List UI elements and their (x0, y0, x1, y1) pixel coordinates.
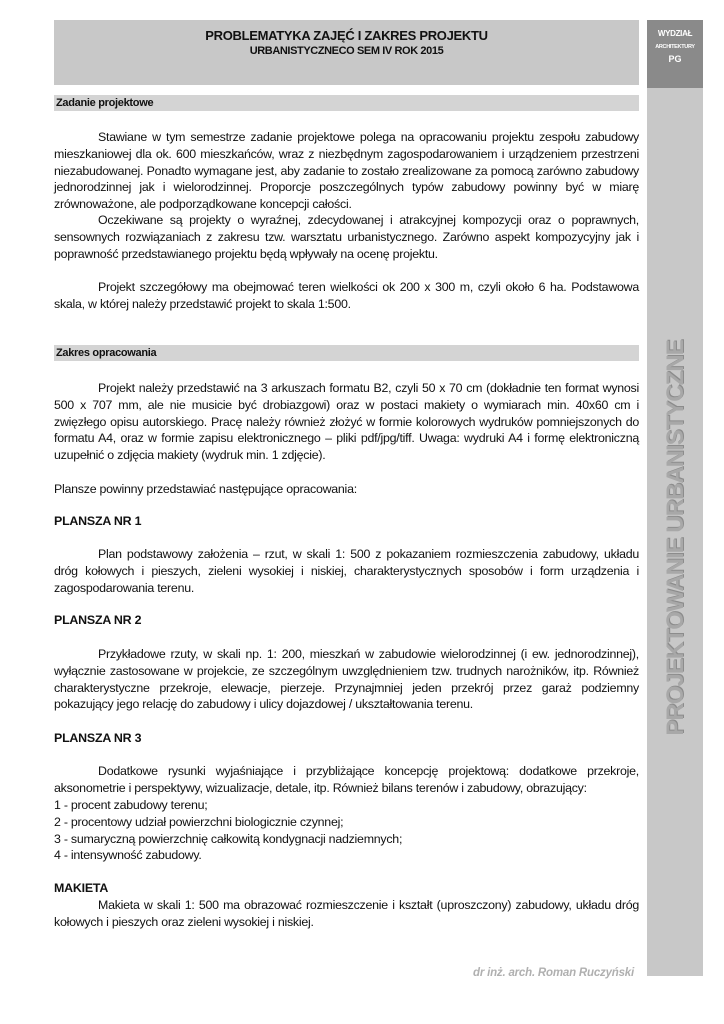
badge-line-2: ARCHITEKTURY (655, 44, 695, 50)
scope-paragraph-1: Projekt należy przedstawić na 3 arkuszach formatu B2, czyli 50 x 70 cm (dokładnie ten format wynosi 500 x 707 mm, ale nie musicie być drobiazgowi) oraz w postaci makiety o wymiarach min. 40x60 cm i zwięzłego opisu autorskiego. Pracę należy również złożyć w formie kolorowych wydruków pomniejszonych do formatu A4, oraz w formie zapisu elektronicznego – pliki pdf/jpg/tiff. Uwaga: wydruki A4 i formę elektroniczną uzupełnić o zdjęcia makiety (wydruk min. 1 zdjęcie). (54, 381, 639, 463)
plansza-2-heading: PLANSZA NR 2 (54, 613, 142, 627)
document-subtitle: URBANISTYCZNECO SEM IV ROK 2015 (249, 45, 444, 57)
list-item: 2 - procentowy udział powierzchni biologicznie czynnej; (54, 814, 344, 829)
balance-list (54, 797, 639, 864)
author-signature: dr inż. arch. Roman Ruczyński (473, 967, 634, 979)
task-paragraph-3: Projekt szczegółowy ma obejmować teren wielkości ok 200 x 300 m, czyli około 6 ha. Podstawowa skala, w której należy przedstawić projekt to skala 1:500. (54, 280, 639, 311)
badge-line-1: WYDZIAŁ (657, 29, 693, 38)
plansza-1-heading: PLANSZA NR 1 (54, 514, 142, 528)
scope-paragraph-2: Plansze powinny przedstawiać następujące opracowania: (54, 482, 357, 496)
plansza-3-text: Dodatkowe rysunki wyjaśniające i przybliżające koncepcję projektową: dodatkowe przekroje, aksonometrie i perspektywy, wizualizacje, detale, itp. Również bilans terenów i zabudowy, obrazujący: (54, 764, 639, 795)
plansza-3-heading: PLANSZA NR 3 (54, 731, 142, 745)
badge-line-3: PG (668, 54, 682, 64)
task-paragraph-2: Oczekiwane są projekty o wyraźnej, zdecydowanej i atrakcyjnej kompozycji oraz o poprawnych, sensownych rozwiązaniach z zakresu tzw. warsztatu urbanistycznego. Zarówno aspekt kompozycyjny jak i poprawność przedstawianego projektu będą wpływały na ocenę projektu. (54, 213, 639, 261)
section-bar-task: Zadanie projektowe (54, 95, 639, 111)
list-item: 4 - intensywność zabudowy. (54, 848, 202, 863)
document-title: PROBLEMATYKA ZAJĘĆ I ZAKRES PROJEKTU (205, 28, 488, 43)
document-header (54, 20, 639, 85)
plansza-2-text: Przykładowe rzuty, w skali np. 1: 200, mieszkań w zabudowie wielorodzinnej (i ew. jednorodzinnej), wyłącznie zastosowane w projekcie, ze szczególnym uwzględnieniem tzw. trudnych narożników, itp. Również charakterystyczne przekroje, elewacje, pierzeje. Przynajmniej jeden przekrój przez garaż podziemny pokazujący jego relację do zabudowy i ulicy dojazdowej / ukształtowania terenu. (54, 647, 639, 712)
makieta-heading: MAKIETA (54, 881, 109, 895)
plansza-1-text: Plan podstawowy założenia – rzut, w skali 1: 500 z pokazaniem rozmieszczenia zabudowy, układu dróg kołowych i pieszych, zieleni wysokiej i niskiej, charakterystycznych sposobów i form urządzenia i zagospodarowania terenu. (54, 547, 639, 595)
task-paragraph-1: Stawiane w tym semestrze zadanie projektowe polega na opracowaniu projektu zespołu zabudowy mieszkaniowej dla ok. 600 mieszkańców, wraz z niezbędnym zagospodarowaniem i urządzeniem przestrzeni niezabudowanej. Ponadto wymagane jest, aby zadanie to zostało zrealizowane za pomocą zarówno zabudowy jednorodzinnej jak i wielorodzinnej. Proporcje poszczególnych typów zabudowy powinny być w miarę zrównoważone, ale podporządkowane koncepcji całości. (54, 130, 639, 212)
faculty-badge (647, 20, 703, 88)
list-item: 1 - procent zabudowy terenu; (54, 798, 208, 812)
section-bar-scope: Zakres opracowania (54, 345, 639, 361)
makieta-text: Makieta w skali 1: 500 ma obrazować rozmieszczenie i kształt (uproszczony) zabudowy, układu dróg kołowych i pieszych oraz zieleni wysokiej i niskiej. (54, 898, 639, 929)
sidebar-vertical-text: PROJEKTOWANIE URBANISTYCZNE (662, 340, 689, 736)
list-item: 3 - sumaryczną powierzchnię całkowitą kondygnacji nadziemnych; (54, 831, 403, 846)
